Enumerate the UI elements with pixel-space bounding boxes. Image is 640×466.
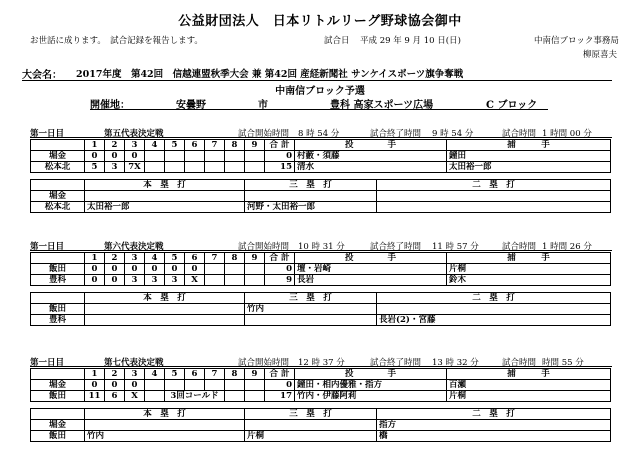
game-rule bbox=[30, 366, 612, 367]
venue-label: 開催地： bbox=[90, 100, 130, 111]
total-header: 合 計 bbox=[265, 253, 295, 264]
triple-header: 三 塁 打 bbox=[245, 293, 377, 304]
inning-header: 3 bbox=[125, 140, 145, 151]
catchers: 鐘田 bbox=[447, 151, 611, 162]
inning-score: 0 bbox=[85, 151, 105, 162]
inning-score: 0 bbox=[105, 275, 125, 286]
team-total: 15 bbox=[265, 162, 295, 173]
inning-header: 2 bbox=[105, 140, 125, 151]
homerun-hitters bbox=[85, 191, 245, 202]
inning-score bbox=[165, 162, 185, 173]
inning-score: 0 bbox=[185, 264, 205, 275]
duration: 1 時間 26 分 bbox=[542, 242, 592, 252]
inning-score: 0 bbox=[85, 264, 105, 275]
team-hits-row bbox=[31, 202, 611, 213]
inning-score bbox=[145, 391, 165, 402]
inning-score: 3 bbox=[145, 275, 165, 286]
double-hitters: 橋 bbox=[377, 431, 611, 442]
inning-score: 0 bbox=[105, 151, 125, 162]
inning-score: 0 bbox=[125, 151, 145, 162]
homerun-header: 本 塁 打 bbox=[85, 180, 245, 191]
day-label: 第一日目 bbox=[30, 242, 65, 252]
contact-person: 柳原喜夫 bbox=[583, 50, 618, 60]
inning-header: 5 bbox=[165, 369, 185, 380]
pitchers: 清水 bbox=[295, 162, 447, 173]
inning-header: 4 bbox=[145, 140, 165, 151]
team-name: 堀金 bbox=[31, 151, 85, 162]
inning-score: 11 bbox=[85, 391, 105, 402]
double-hitters bbox=[377, 191, 611, 202]
end-time-label: 試合終了時間 bbox=[370, 242, 422, 252]
inning-score: 0 bbox=[125, 380, 145, 391]
inning-score bbox=[245, 162, 265, 173]
double-hitters: 長岩(2)・宮藤 bbox=[377, 315, 611, 326]
team-name: 飯田 bbox=[31, 304, 85, 315]
homerun-hitters bbox=[85, 304, 245, 315]
tournament-rule bbox=[22, 80, 612, 81]
inning-score bbox=[245, 275, 265, 286]
hits-table bbox=[30, 292, 611, 326]
inning-score bbox=[185, 151, 205, 162]
venue-city-suffix: 市 bbox=[258, 100, 268, 111]
homerun-hitters: 太田裕一郎 bbox=[85, 202, 245, 213]
homerun-hitters: 竹内 bbox=[85, 431, 245, 442]
team-name: 飯田 bbox=[31, 264, 85, 275]
inning-header: 9 bbox=[245, 253, 265, 264]
inning-score bbox=[165, 151, 185, 162]
venue-place: 豊科 高家スポーツ広場 bbox=[330, 100, 434, 111]
game-name: 第七代表決定戦 bbox=[104, 358, 164, 368]
end-time-label: 試合終了時間 bbox=[370, 358, 422, 368]
triple-header: 三 塁 打 bbox=[245, 180, 377, 191]
inning-score bbox=[205, 162, 225, 173]
start-time-label: 試合開始時間 bbox=[238, 242, 290, 252]
inning-header: 7 bbox=[205, 253, 225, 264]
inning-score bbox=[225, 391, 245, 402]
double-header: 二 塁 打 bbox=[377, 180, 611, 191]
duration: 1 時間 00 分 bbox=[542, 129, 592, 139]
start-time-label: 試合開始時間 bbox=[238, 358, 290, 368]
pitcher-header: 投 手 bbox=[295, 140, 447, 151]
inning-header: 6 bbox=[185, 140, 205, 151]
catchers: 片桐 bbox=[447, 264, 611, 275]
pitcher-header: 投 手 bbox=[295, 253, 447, 264]
inning-score: 5 bbox=[85, 162, 105, 173]
team-hits-row bbox=[31, 304, 611, 315]
inning-header: 7 bbox=[205, 140, 225, 151]
inning-score bbox=[145, 380, 165, 391]
block-name: C ブロック bbox=[486, 100, 538, 111]
team-name: 松本北 bbox=[31, 162, 85, 173]
double-header: 二 塁 打 bbox=[377, 293, 611, 304]
triple-header: 三 塁 打 bbox=[245, 409, 377, 420]
inning-header: 8 bbox=[225, 140, 245, 151]
inning-score: 0 bbox=[105, 380, 125, 391]
inning-score bbox=[205, 151, 225, 162]
pitcher-header: 投 手 bbox=[295, 369, 447, 380]
duration-label: 試合時間 bbox=[502, 242, 537, 252]
inning-header: 1 bbox=[85, 253, 105, 264]
catchers: 太田裕一郎 bbox=[447, 162, 611, 173]
inning-score: X bbox=[185, 275, 205, 286]
team-hits-row bbox=[31, 431, 611, 442]
inning-score bbox=[225, 380, 245, 391]
team-total: 0 bbox=[265, 264, 295, 275]
inning-score bbox=[165, 380, 185, 391]
catcher-header: 捕 手 bbox=[447, 253, 611, 264]
double-header: 二 塁 打 bbox=[377, 409, 611, 420]
team-total: 17 bbox=[265, 391, 295, 402]
pitchers: 長岩 bbox=[295, 275, 447, 286]
inning-header: 8 bbox=[225, 369, 245, 380]
inning-score bbox=[225, 275, 245, 286]
inning-score bbox=[145, 151, 165, 162]
inning-header: 2 bbox=[105, 369, 125, 380]
homerun-hitters bbox=[85, 315, 245, 326]
double-hitters: 指方 bbox=[377, 420, 611, 431]
match-date-label: 試合日 bbox=[324, 36, 350, 46]
inning-score: 0 bbox=[165, 264, 185, 275]
game-name: 第五代表決定戦 bbox=[104, 129, 164, 139]
inning-score: 0 bbox=[85, 380, 105, 391]
start-time: 10 時 31 分 bbox=[298, 242, 345, 252]
inning-score: 0 bbox=[105, 264, 125, 275]
homerun-header: 本 塁 打 bbox=[85, 293, 245, 304]
hits-table bbox=[30, 408, 611, 442]
start-time: 12 時 37 分 bbox=[298, 358, 345, 368]
end-time: 13 時 32 分 bbox=[432, 358, 479, 368]
inning-score bbox=[145, 162, 165, 173]
score-table bbox=[30, 139, 611, 173]
inning-score bbox=[205, 264, 225, 275]
venue-rule bbox=[90, 109, 548, 110]
team-name: 堀金 bbox=[31, 420, 85, 431]
match-date: 平成 29 年 9 月 10 日(日) bbox=[360, 36, 461, 46]
hits-header-row bbox=[31, 409, 611, 420]
score-header-row bbox=[31, 253, 611, 264]
inning-score: 3 bbox=[125, 275, 145, 286]
total-header: 合 計 bbox=[265, 140, 295, 151]
inning-score bbox=[245, 151, 265, 162]
team-name: 豊科 bbox=[31, 275, 85, 286]
catcher-header: 捕 手 bbox=[447, 140, 611, 151]
catchers: 片桐 bbox=[447, 391, 611, 402]
document-title: 公益財団法人 日本リトルリーグ野球協会御中 bbox=[178, 14, 462, 29]
double-hitters bbox=[377, 202, 611, 213]
inning-score bbox=[205, 275, 225, 286]
inning-header: 9 bbox=[245, 369, 265, 380]
score-table bbox=[30, 368, 611, 402]
duration-label: 試合時間 bbox=[502, 129, 537, 139]
pitchers: 村藪・須藤 bbox=[295, 151, 447, 162]
inning-score: 0 bbox=[85, 275, 105, 286]
team-hits-row bbox=[31, 315, 611, 326]
day-label: 第一日目 bbox=[30, 129, 65, 139]
homerun-hitters bbox=[85, 420, 245, 431]
inning-score: 6 bbox=[105, 391, 125, 402]
triple-hitters: 河野・太田裕一郎 bbox=[245, 202, 377, 213]
inning-header: 6 bbox=[185, 369, 205, 380]
end-time-label: 試合終了時間 bbox=[370, 129, 422, 139]
team-score-row bbox=[31, 162, 611, 173]
end-time: 9 時 54 分 bbox=[432, 129, 474, 139]
venue-city: 安曇野 bbox=[176, 100, 206, 111]
tournament-label: 大会名： bbox=[22, 70, 62, 81]
hits-header-row bbox=[31, 293, 611, 304]
score-header-row bbox=[31, 140, 611, 151]
inning-score: X bbox=[125, 391, 145, 402]
inning-score bbox=[245, 380, 265, 391]
game-rule bbox=[30, 250, 612, 251]
triple-hitters: 竹内 bbox=[245, 304, 377, 315]
duration: 時間 55 分 bbox=[542, 358, 584, 368]
office-name: 中南信ブロック事務局 bbox=[534, 36, 619, 46]
inning-score bbox=[225, 162, 245, 173]
inning-score bbox=[205, 380, 225, 391]
inning-header: 2 bbox=[105, 253, 125, 264]
day-label: 第一日目 bbox=[30, 358, 65, 368]
team-score-row bbox=[31, 275, 611, 286]
inning-header: 7 bbox=[205, 369, 225, 380]
catchers: 百瀬 bbox=[447, 380, 611, 391]
inning-header: 1 bbox=[85, 369, 105, 380]
team-score-row bbox=[31, 264, 611, 275]
inning-score: 0 bbox=[145, 264, 165, 275]
score-header-row bbox=[31, 369, 611, 380]
tournament-name: 2017年度 第42回 信越連盟秋季大会 兼 第42回 産経新聞社 サンケイスポーツ旗争奪戦 bbox=[76, 69, 464, 80]
inning-header: 8 bbox=[225, 253, 245, 264]
team-score-row bbox=[31, 391, 611, 402]
game-name: 第六代表決定戦 bbox=[104, 242, 164, 252]
inning-score: 7X bbox=[125, 162, 145, 173]
team-name: 飯田 bbox=[31, 431, 85, 442]
inning-score: 0 bbox=[125, 264, 145, 275]
score-table bbox=[30, 252, 611, 286]
triple-hitters: 片桐 bbox=[245, 431, 377, 442]
start-time: 8 時 54 分 bbox=[298, 129, 340, 139]
inning-header: 1 bbox=[85, 140, 105, 151]
team-total: 0 bbox=[265, 380, 295, 391]
team-score-row bbox=[31, 380, 611, 391]
inning-header: 5 bbox=[165, 140, 185, 151]
team-name: 堀金 bbox=[31, 191, 85, 202]
hits-header-row bbox=[31, 180, 611, 191]
hits-table bbox=[30, 179, 611, 213]
team-name: 松本北 bbox=[31, 202, 85, 213]
inning-score: 3 bbox=[165, 275, 185, 286]
inning-header: 4 bbox=[145, 369, 165, 380]
inning-header: 9 bbox=[245, 140, 265, 151]
inning-score: 3 bbox=[105, 162, 125, 173]
inning-score bbox=[225, 151, 245, 162]
double-hitters bbox=[377, 304, 611, 315]
triple-hitters bbox=[245, 315, 377, 326]
team-total: 0 bbox=[265, 151, 295, 162]
inning-header: 5 bbox=[165, 253, 185, 264]
inning-header: 6 bbox=[185, 253, 205, 264]
greeting-text: お世話に成ります。 試合記録を報告します。 bbox=[30, 36, 203, 46]
catchers: 鈴木 bbox=[447, 275, 611, 286]
end-time: 11 時 57 分 bbox=[432, 242, 479, 252]
tournament-subtitle: 中南信ブロック予選 bbox=[275, 86, 365, 97]
catcher-header: 捕 手 bbox=[447, 369, 611, 380]
total-header: 合 計 bbox=[265, 369, 295, 380]
team-score-row bbox=[31, 151, 611, 162]
triple-hitters bbox=[245, 420, 377, 431]
pitchers: 壇・岩崎 bbox=[295, 264, 447, 275]
inning-header: 4 bbox=[145, 253, 165, 264]
start-time-label: 試合開始時間 bbox=[238, 129, 290, 139]
team-hits-row bbox=[31, 420, 611, 431]
inning-score: 3回コールド bbox=[165, 391, 225, 402]
inning-score bbox=[185, 380, 205, 391]
pitchers: 鐘田・相内優雅・指方 bbox=[295, 380, 447, 391]
team-name: 飯田 bbox=[31, 391, 85, 402]
homerun-header: 本 塁 打 bbox=[85, 409, 245, 420]
team-hits-row bbox=[31, 191, 611, 202]
triple-hitters bbox=[245, 191, 377, 202]
inning-header: 3 bbox=[125, 369, 145, 380]
inning-score bbox=[245, 264, 265, 275]
team-name: 豊科 bbox=[31, 315, 85, 326]
inning-score bbox=[225, 264, 245, 275]
game-rule bbox=[30, 137, 612, 138]
team-total: 9 bbox=[265, 275, 295, 286]
team-name: 堀金 bbox=[31, 380, 85, 391]
inning-score bbox=[185, 162, 205, 173]
pitchers: 竹内・伊藤阿莉 bbox=[295, 391, 447, 402]
duration-label: 試合時間 bbox=[502, 358, 537, 368]
inning-header: 3 bbox=[125, 253, 145, 264]
inning-score bbox=[245, 391, 265, 402]
